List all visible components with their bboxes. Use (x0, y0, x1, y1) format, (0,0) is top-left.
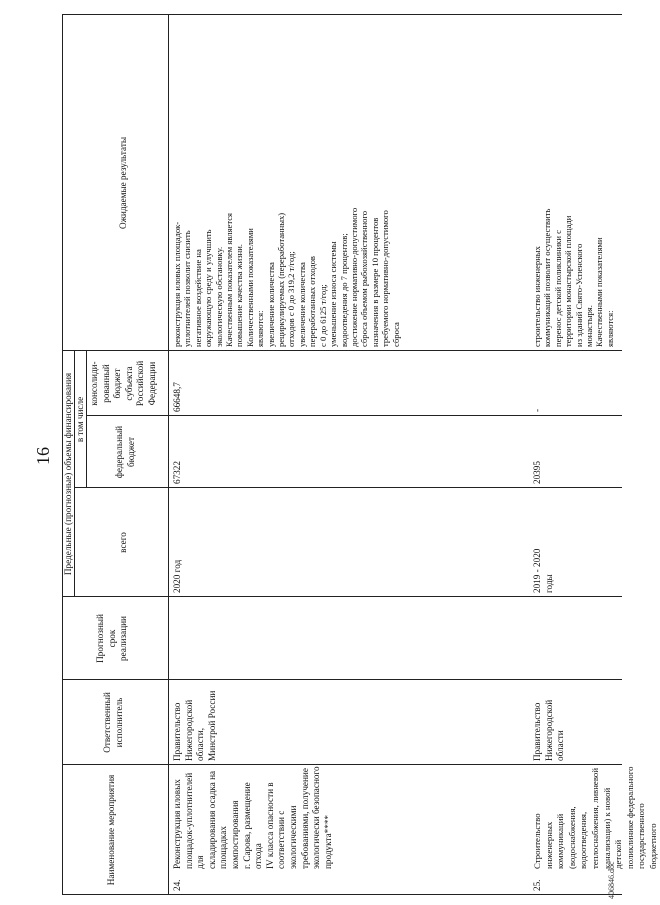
row-24-number: 24. (172, 879, 182, 891)
row-24-term: 2020 год (172, 559, 182, 593)
header-total: всего (118, 532, 128, 553)
row-24-name: Реконструкция иловых площадок-уплотнителей для складирования осадка на площадках компостирования г. Сарова, размещение отхода IV класса опасности в соответствии с экологическими требованиями, получение экологически безопасного продукта**** (172, 766, 333, 869)
header-results: Ожидаемые результаты (118, 136, 128, 230)
row-25-executor: Правительство Нижегородской области (532, 699, 566, 761)
header-name: Наименование мероприятия (106, 774, 116, 886)
grid-line (62, 894, 622, 895)
header-funding: Предельные (прогнозные) объемы финансирования (63, 372, 73, 576)
grid-line (62, 14, 622, 15)
grid-line (74, 487, 622, 488)
measures-table (62, 15, 658, 895)
row-25-total: 20395 (532, 461, 542, 484)
header-term: Прогнозный срок реализации (95, 614, 129, 663)
document-id: 406846.doc (607, 861, 616, 899)
grid-line (86, 415, 622, 416)
row-25-term: 2019 - 2020 годы (532, 548, 554, 593)
grid-line (168, 15, 169, 895)
header-federal: федеральный бюджет (114, 425, 136, 479)
row-25-federal: - (532, 408, 542, 412)
row-24-total: 67322 (172, 461, 182, 484)
header-including: в том числе (75, 396, 85, 443)
row-25-number: 25. (532, 879, 542, 891)
header-consolidated: консолиди- рованный бюджет субъекта Российской Федерации (89, 360, 157, 407)
row-24-results: реконструкция иловых площадок- уплотнителей позволит снизить негативное воздействие на окружающую среду и улучшить экологическую обстановку. Качественным показателем является повышение качества жизни. Количественными показателями являются: увеличение количества рециркулируемых (переработанных) отходов с 0 до 319,2 т/год; увеличение количества переработанных отходов с 0 до 6125 т/год; уменьшение износа системы водоотведения до 7 процентов; достижение нормативно-допустимого сброса объемом рыбохозяйственного назначения в размере 10 процентов требуемого нормативно-допустимого сброса (172, 207, 401, 347)
row-24-executor: Правительство Нижегородской области, Минстрой России (172, 690, 217, 761)
row-25-name: Строительство инженерных коммуникаций (водоснабжения, водоотведения, теплоснабжения, ливневой канализации) к новой детской поликлинике федерального государственного бюджетного (532, 766, 658, 869)
row-24-federal: 66648,7 (172, 382, 182, 412)
grid-line (62, 596, 622, 597)
header-executor: Ответственный исполнитель (102, 692, 124, 753)
row-25-results: строительство инженерных коммуникаций позволит осуществить перенос детской поликлиники с территории монастырской площади из зданий Свято-Успенского монастыря. Качественными показателями являются: (532, 208, 615, 347)
page-number: 16 (33, 447, 53, 465)
